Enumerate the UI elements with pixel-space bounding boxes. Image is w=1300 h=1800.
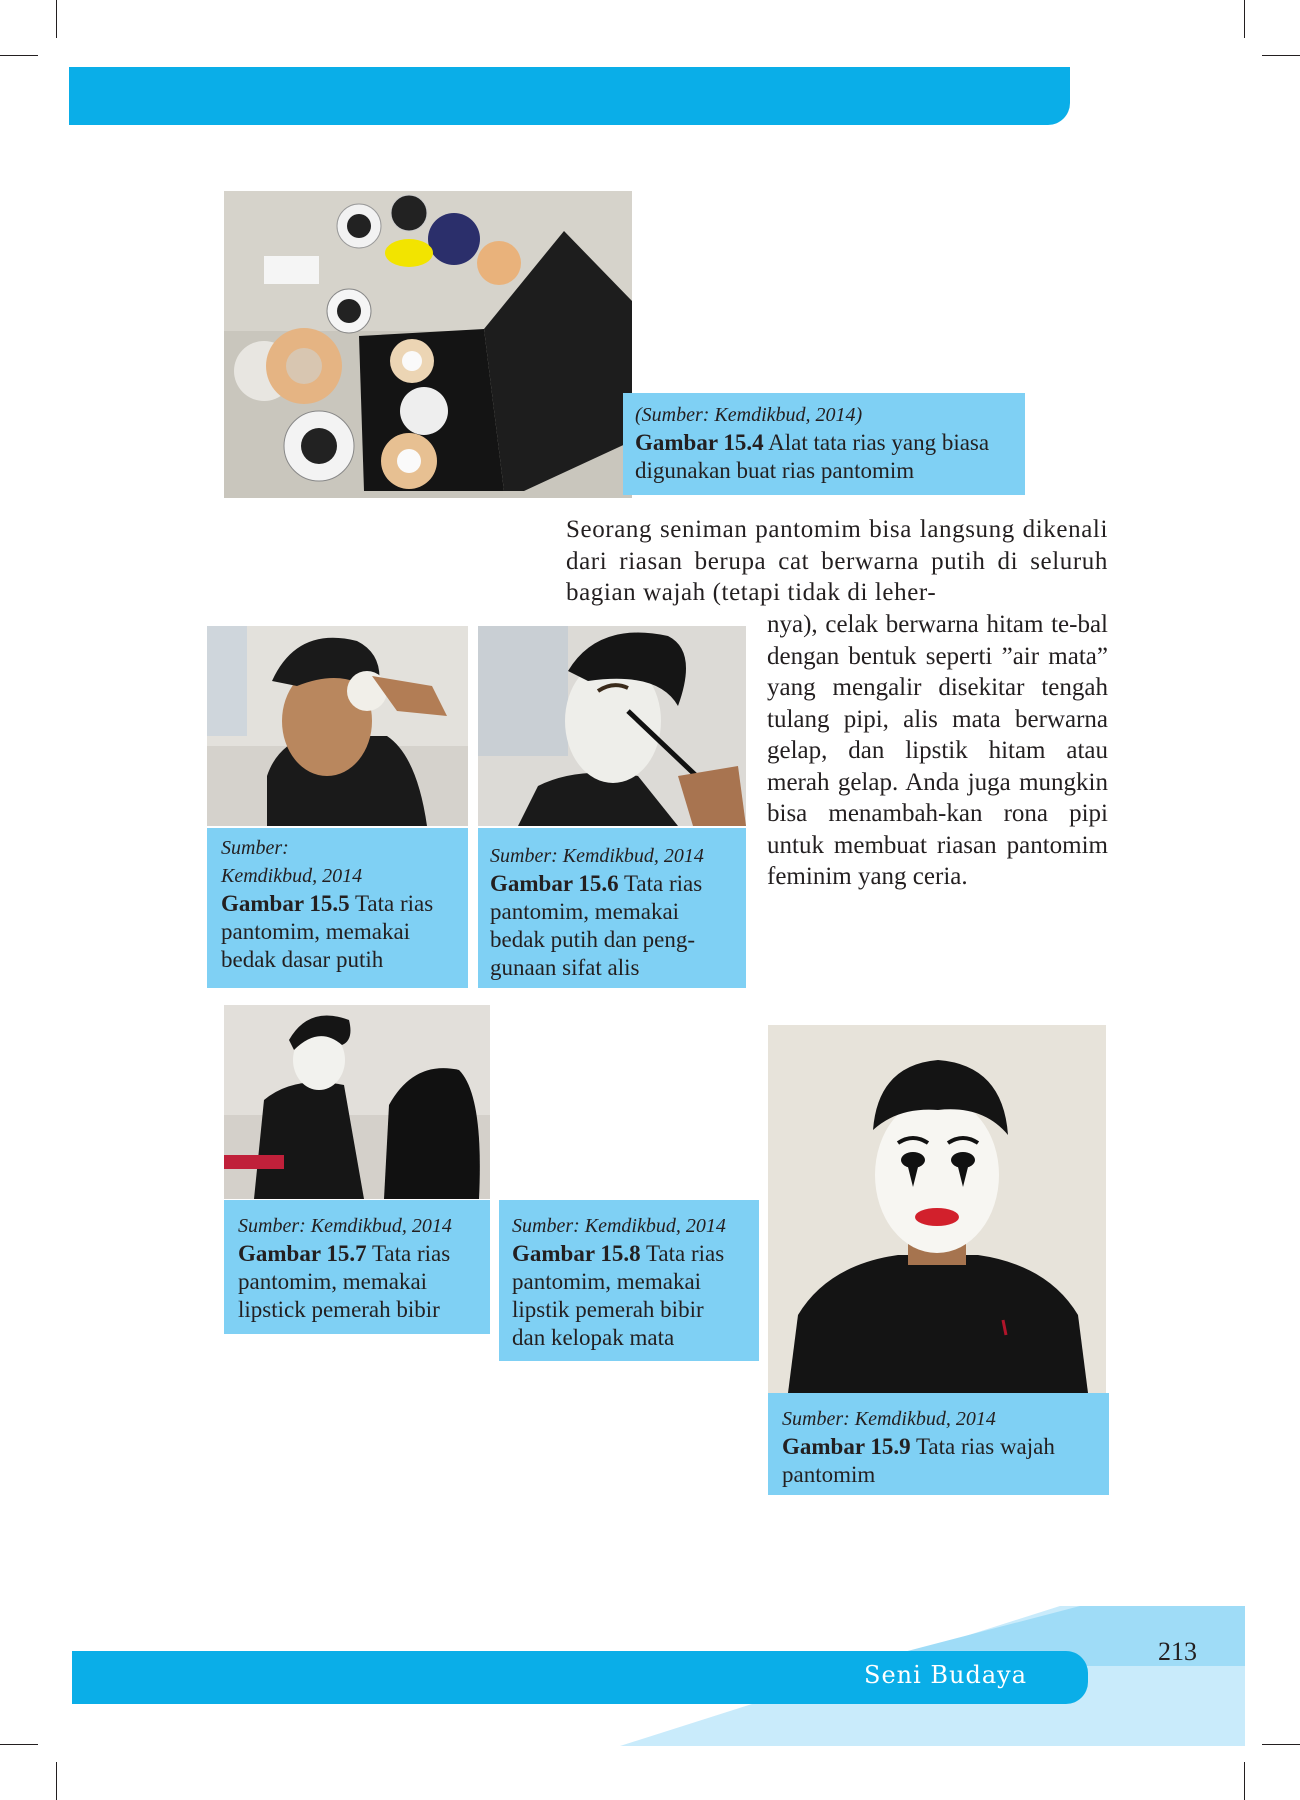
caption-text: pantomim, memakai — [238, 1269, 428, 1294]
footer-book-title: Seni Budaya — [864, 1661, 1028, 1689]
caption-text: Tata rias — [354, 891, 434, 916]
caption-source: Sumber: Kemdikbud, 2014 — [512, 1215, 726, 1237]
caption-text: bedak dasar putih — [221, 947, 384, 972]
photo-white-powder-eyebrow — [478, 626, 746, 826]
caption-fig-15-4 — [623, 393, 1025, 495]
caption-text: Tata rias — [371, 1241, 451, 1266]
caption-text: lipstik pemerah bibir — [512, 1297, 704, 1322]
caption-text: pantomim, memakai — [221, 919, 411, 944]
crop-mark — [0, 55, 38, 56]
crop-mark — [0, 1744, 38, 1745]
crop-mark — [56, 0, 57, 38]
caption-text: pantomim, memakai — [512, 1269, 702, 1294]
caption-text: lipstick pemerah bibir — [238, 1297, 440, 1322]
caption-text: gunaan sifat alis — [490, 955, 640, 980]
caption-text: bedak putih dan peng- — [490, 927, 696, 952]
caption-line — [782, 1433, 1095, 1461]
caption-text: Tata rias — [645, 1241, 725, 1266]
caption-line — [512, 1240, 746, 1268]
caption-line — [490, 870, 734, 898]
crop-mark — [1262, 1744, 1300, 1745]
caption-fig-15-9 — [768, 1393, 1109, 1495]
caption-text: dan kelopak mata — [512, 1325, 675, 1350]
caption-source: Sumber: Kemdikbud, 2014 — [782, 1408, 996, 1430]
figure-number: Gambar 15.7 — [238, 1241, 367, 1266]
caption-fig-15-8 — [499, 1200, 759, 1361]
photo-white-base-powder — [207, 626, 468, 826]
caption-text: Tata rias — [623, 871, 703, 896]
figure-number: Gambar 15.9 — [782, 1434, 911, 1459]
body-paragraph-part2: nya), celak berwarna hitam te-bal dengan bentuk seperti ”air mata” yang mengalir disekitar tengah tulang pipi, alis mata berwarna gelap, dan lipstik hitam atau merah gelap. Anda juga mungkin bisa menambah-kan rona pipi untuk membuat riasan pantomim feminim yang ceria. — [767, 611, 1108, 890]
caption-text: pantomim, memakai — [490, 899, 680, 924]
crop-mark — [1262, 55, 1300, 56]
caption-source: (Sumber: Kemdikbud, 2014) — [635, 404, 863, 426]
photo-lipstick-application — [224, 1005, 490, 1199]
caption-line — [238, 1240, 476, 1268]
caption-fig-15-6 — [478, 828, 746, 988]
caption-line — [221, 890, 454, 918]
photo-makeup-tools — [224, 191, 632, 498]
body-paragraph-part1: Seorang seniman pantomim bisa langsung dikenali dari riasan berupa cat berwarna putih di seluruh bagian wajah (tetapi tidak di leher- — [566, 516, 1108, 606]
caption-text: pantomim — [782, 1462, 876, 1487]
header-bar — [69, 67, 1070, 125]
page-number: 213 — [1158, 1637, 1197, 1666]
crop-mark — [56, 1762, 57, 1800]
caption-source: Sumber: — [221, 837, 289, 859]
figure-number: Gambar 15.6 — [490, 871, 619, 896]
caption-line — [635, 429, 1013, 457]
caption-text: digunakan buat rias pantomim — [635, 458, 915, 483]
crop-mark — [1244, 1762, 1245, 1800]
caption-source: Sumber: Kemdikbud, 2014 — [238, 1215, 452, 1237]
caption-text: Tata rias wajah — [915, 1434, 1055, 1459]
caption-fig-15-7 — [224, 1200, 490, 1334]
photo-mime-face-makeup — [768, 1025, 1106, 1393]
caption-source: Kemdikbud, 2014 — [221, 865, 363, 887]
caption-source: Sumber: Kemdikbud, 2014 — [490, 845, 704, 867]
figure-number: Gambar 15.8 — [512, 1241, 641, 1266]
figure-number: Gambar 15.4 — [635, 430, 764, 455]
caption-fig-15-5 — [207, 828, 468, 988]
crop-mark — [1244, 0, 1245, 38]
figure-number: Gambar 15.5 — [221, 891, 350, 916]
caption-text: Alat tata rias yang biasa — [768, 430, 990, 455]
